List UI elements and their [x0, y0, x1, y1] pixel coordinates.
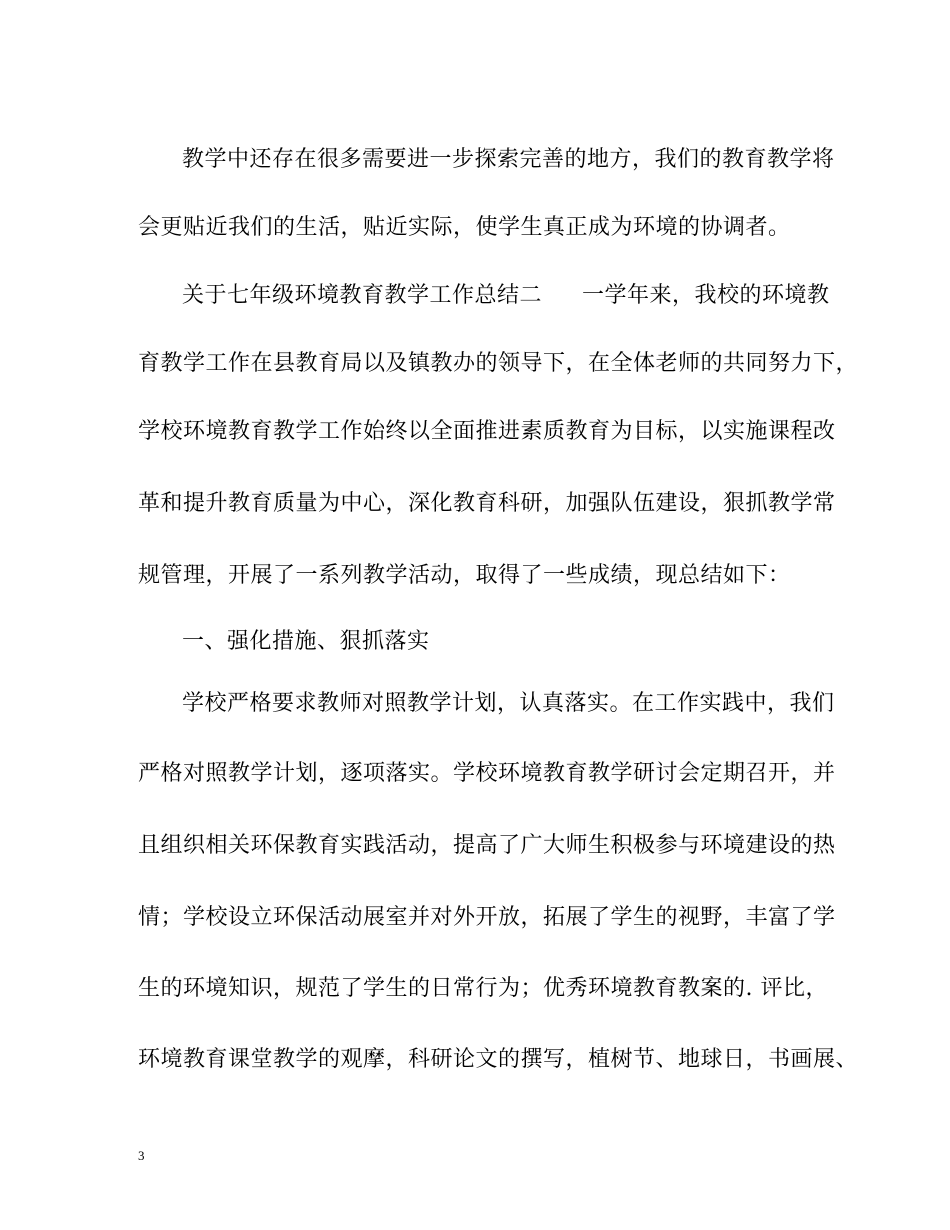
- text-line-14: 环境教育课堂教学的观摩，科研论文的撰写，植树节、地球日，书画展、: [138, 1047, 859, 1072]
- text-line-7: 规管理，开展了一系列教学活动，取得了一些成绩，现总结如下：: [138, 563, 791, 588]
- text-line-4: 育教学工作在县教育局以及镇教办的领导下，在全体老师的共同努力下，: [138, 351, 859, 376]
- text-line-2: 会更贴近我们的生活，贴近实际，使学生真正成为环境的协调者。: [138, 215, 791, 240]
- section-title-line: [182, 282, 872, 310]
- section-intro-text: 一学年来，我校的环境教: [582, 283, 830, 308]
- subheading: 一、强化措施、狠抓落实: [182, 629, 430, 654]
- text-line-9: 学校严格要求教师对照教学计划，认真落实。在工作实践中，我们: [182, 691, 835, 716]
- text-line-5: 学校环境教育教学工作始终以全面推进素质教育为目标，以实施课程改: [138, 419, 836, 444]
- text-line-10: 严格对照教学计划，逐项落实。学校环境教育教学研讨会定期召开，并: [138, 761, 836, 786]
- section-title: 关于七年级环境教育教学工作总结二: [182, 283, 543, 308]
- text-line-13: 生的环境知识，规范了学生的日常行为；优秀环境教育教案的. 评比，: [138, 976, 828, 1001]
- text-line-12: 情；学校设立环保活动展室并对外开放，拓展了学生的视野，丰富了学: [138, 905, 836, 930]
- text-line-1: 教学中还存在很多需要进一步探索完善的地方，我们的教育教学将: [182, 147, 835, 172]
- text-line-6: 革和提升教育质量为中心，深化教育科研，加强队伍建设，狠抓教学常: [138, 491, 836, 516]
- page-number: 3: [138, 1148, 145, 1163]
- text-line-11: 且组织相关环保教育实践活动，提高了广大师生积极参与环境建设的热: [138, 833, 836, 858]
